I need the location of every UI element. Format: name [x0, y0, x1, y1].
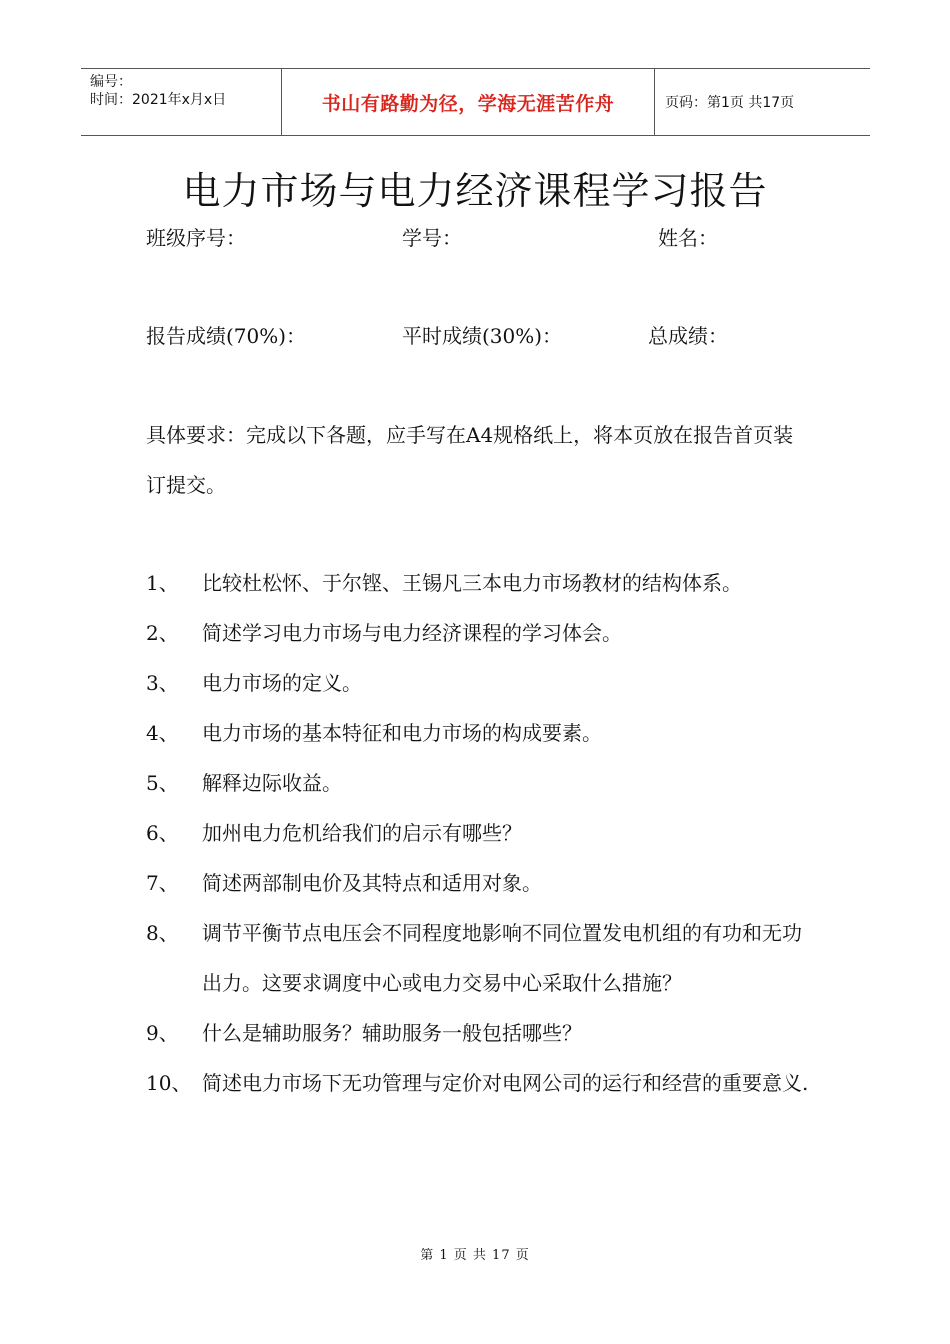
- question-text: 比较杜松怀、于尔铿、王锡凡三本电力市场教材的结构体系。: [202, 571, 742, 595]
- question-text: 什么是辅助服务？辅助服务一般包括哪些？: [202, 1021, 582, 1045]
- question-number: 8、: [146, 921, 179, 945]
- question-text: 调节平衡节点电压会不同程度地影响不同位置发电机组的有功和无功出力。这要求调度中心或电力交易中心采取什么措施？: [202, 921, 802, 995]
- question-item: [146, 758, 816, 808]
- question-number: 2、: [146, 621, 179, 645]
- info-row-2: [146, 320, 826, 350]
- requirements-text: 具体要求：完成以下各题，应手写在A4规格纸上，将本页放在报告首页装订提交。: [146, 423, 794, 497]
- question-item: [146, 808, 816, 858]
- question-item: [146, 908, 816, 1008]
- question-item: [146, 708, 816, 758]
- info-row-1: [146, 222, 826, 252]
- header-meta: [81, 69, 282, 135]
- question-text: 加州电力危机给我们的启示有哪些？: [202, 821, 522, 845]
- question-number: 3、: [146, 671, 179, 695]
- question-text: 电力市场的定义。: [202, 671, 362, 695]
- question-number: 5、: [146, 771, 179, 795]
- question-text: 简述两部制电价及其特点和适用对象。: [202, 871, 542, 895]
- student-id-label: 学号：: [402, 226, 462, 250]
- question-item: [146, 1058, 816, 1108]
- report-score-label: 报告成绩(70%)：: [146, 324, 307, 348]
- page-header: [81, 68, 870, 136]
- total-score-label: 总成绩：: [648, 324, 728, 348]
- question-text: 简述学习电力市场与电力经济课程的学习体会。: [202, 621, 622, 645]
- question-item: [146, 658, 816, 708]
- question-item: [146, 558, 816, 608]
- page-title: 电力市场与电力经济课程学习报告: [182, 169, 768, 213]
- question-item: [146, 608, 816, 658]
- usual-score-label: 平时成绩(30%)：: [402, 324, 563, 348]
- class-label: 班级序号：: [146, 226, 246, 250]
- header-page-cell: [655, 69, 870, 135]
- question-item: [146, 858, 816, 908]
- question-number: 4、: [146, 721, 179, 745]
- question-number: 6、: [146, 821, 179, 845]
- question-number: 9、: [146, 1021, 179, 1045]
- question-number: 1、: [146, 571, 179, 595]
- time-label: 时间：2021年x月x日: [90, 92, 227, 108]
- question-text: 解释边际收益。: [202, 771, 342, 795]
- motto-text: 书山有路勤为径，学海无涯苦作舟: [321, 92, 615, 115]
- question-text: 电力市场的基本特征和电力市场的构成要素。: [202, 721, 602, 745]
- question-item: [146, 1008, 816, 1058]
- question-number: 10、: [146, 1071, 192, 1095]
- header-motto-cell: [282, 69, 655, 135]
- page-label: 页码：第1页 共17页: [665, 95, 795, 111]
- student-name-label: 姓名：: [658, 226, 718, 250]
- question-number: 7、: [146, 871, 179, 895]
- question-text: 简述电力市场下无功管理与定价对电网公司的运行和经营的重要意义.: [202, 1071, 809, 1095]
- question-list: [146, 558, 816, 1108]
- number-label: 编号：: [90, 74, 132, 90]
- page-footer: 第 1 页 共 17 页: [420, 1248, 530, 1263]
